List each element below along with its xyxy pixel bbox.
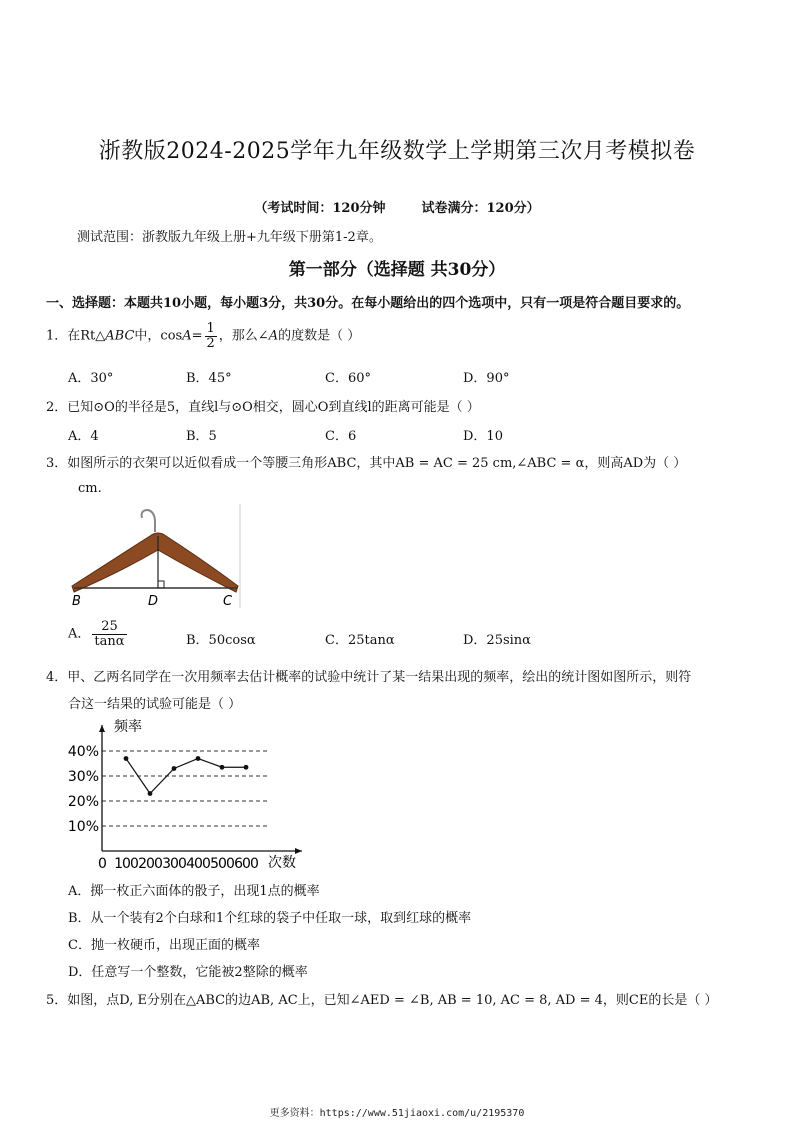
chart-x-label: 次数 — [268, 855, 296, 871]
data-point — [124, 756, 129, 761]
q3-unit: cm. — [78, 481, 102, 496]
exam-score: 试卷满分：120分） — [421, 201, 540, 216]
x-tick-label: 300 — [162, 856, 186, 872]
q2-option-c[interactable]: C．6 — [325, 429, 357, 444]
x-tick-label: 500 — [210, 856, 234, 872]
x-tick-label: 600 — [234, 856, 258, 872]
data-point — [196, 756, 201, 761]
section-instruction: 一、选择题：本题共10小题，每小题3分，共30分。在每小题给出的四个选项中，只有一项是符合题目要求的。 — [46, 296, 690, 311]
test-scope: 测试范围：浙教版九年级上册+九年级下册第1-2章。 — [77, 230, 382, 245]
q1-option-d[interactable]: D．90° — [463, 371, 510, 386]
q3-option-a-fraction — [92, 620, 126, 648]
q1-option-c[interactable]: C．60° — [325, 371, 371, 386]
q3-option-b[interactable]: B．50cosα — [186, 633, 256, 648]
x-tick-label: 400 — [186, 856, 210, 872]
q3-option-a-num: 25 — [92, 620, 126, 635]
page-footer: 更多资料：https://www.51jiaoxi.com/u/2195370 — [269, 1108, 525, 1119]
q3-option-a-den: tanα — [94, 633, 125, 649]
q1-eq: = — [191, 328, 203, 344]
question-4-stem-line1: 4．甲、乙两名同学在一次用频率去估计概率的试验中统计了某一结果出现的频率，绘出的统计图如图所示，则符 — [46, 670, 692, 685]
question-5-stem: 5．如图，点D, E分别在△ABC的边AB, AC上，已知∠AED = ∠B, AB = 10, AC = 8, AD = 4，则CE的长是（ ） — [46, 993, 718, 1008]
right-angle-mark — [158, 581, 164, 588]
x-tick-label: 200 — [138, 856, 162, 872]
q1-fraction — [205, 322, 217, 350]
q4-option-a[interactable]: A．掷一枚正六面体的骰子，出现1点的概率 — [68, 884, 320, 899]
q4-option-c[interactable]: C．抛一枚硬币，出现正面的概率 — [68, 938, 260, 953]
q2-option-a[interactable]: A．4 — [68, 429, 99, 444]
q1-var-a: A — [182, 328, 192, 344]
q1-text-b: 中，cos — [134, 328, 183, 344]
exam-time: （考试时间：120分钟 — [254, 201, 386, 216]
q4-option-d[interactable]: D．任意写一个整数，它能被2整除的概率 — [68, 965, 308, 980]
q1-option-b[interactable]: B．45° — [186, 371, 232, 386]
y-tick-label: 40% — [67, 744, 99, 760]
question-1-stem — [46, 322, 360, 350]
x-tick-label: 100 — [114, 856, 138, 872]
q4-option-b[interactable]: B．从一个装有2个白球和1个红球的袋子中任取一球，取到红球的概率 — [68, 911, 472, 926]
label-c: C — [223, 594, 233, 609]
y-tick-label: 30% — [67, 769, 99, 785]
data-point — [148, 791, 153, 796]
section-heading: 第一部分（选择题 共30分） — [288, 260, 506, 280]
question-3-stem: 3．如图所示的衣架可以近似看成一个等腰三角形ABC，其中AB = AC = 25 cm,∠ABC = α，则高AD为（ ） — [46, 456, 687, 471]
data-point — [220, 765, 225, 770]
q3-option-a-label: A． — [68, 626, 91, 642]
x-axis-arrow — [295, 848, 302, 854]
label-b: B — [72, 594, 81, 609]
label-d: D — [148, 594, 159, 609]
q1-numerator: 1 — [206, 321, 215, 336]
q1-denominator: 2 — [206, 335, 215, 351]
q2-option-d[interactable]: D．10 — [463, 429, 503, 444]
q1-var-a2: A — [268, 328, 279, 344]
q1-option-a[interactable]: A．30° — [68, 371, 114, 386]
q1-abc: ABC — [105, 328, 135, 344]
q1-text-d: 的度数是（ ） — [278, 328, 361, 344]
hanger-hook — [142, 510, 155, 532]
q2-option-b[interactable]: B．5 — [186, 429, 217, 444]
frequency-chart — [62, 715, 322, 875]
q3-option-a[interactable] — [68, 620, 129, 648]
q3-option-d[interactable]: D．25sinα — [463, 633, 531, 648]
y-axis-arrow — [99, 725, 105, 732]
y-tick-label: 20% — [67, 794, 99, 810]
paper-title: 浙教版2024-2025学年九年级数学上学期第三次月考模拟卷 — [98, 139, 696, 164]
x-tick-label: 0 — [98, 856, 106, 872]
q1-text-c: ，那么∠ — [218, 328, 269, 344]
y-tick-label: 10% — [67, 819, 99, 835]
exam-meta — [0, 197, 794, 216]
chart-y-label: 频率 — [114, 719, 142, 735]
question-2-stem: 2．已知⊙O的半径是5，直线l与⊙O相交，圆心O到直线l的距离可能是（ ） — [46, 400, 480, 415]
question-4-stem-line2: 合这一结果的试验可能是（ ） — [68, 697, 242, 712]
hanger-figure — [66, 502, 246, 612]
data-point — [172, 766, 177, 771]
hanger-body — [72, 533, 238, 592]
q3-option-c[interactable]: C．25tanα — [325, 633, 395, 648]
data-point — [244, 765, 249, 770]
q1-text-a: 1．在Rt△ — [46, 328, 106, 344]
